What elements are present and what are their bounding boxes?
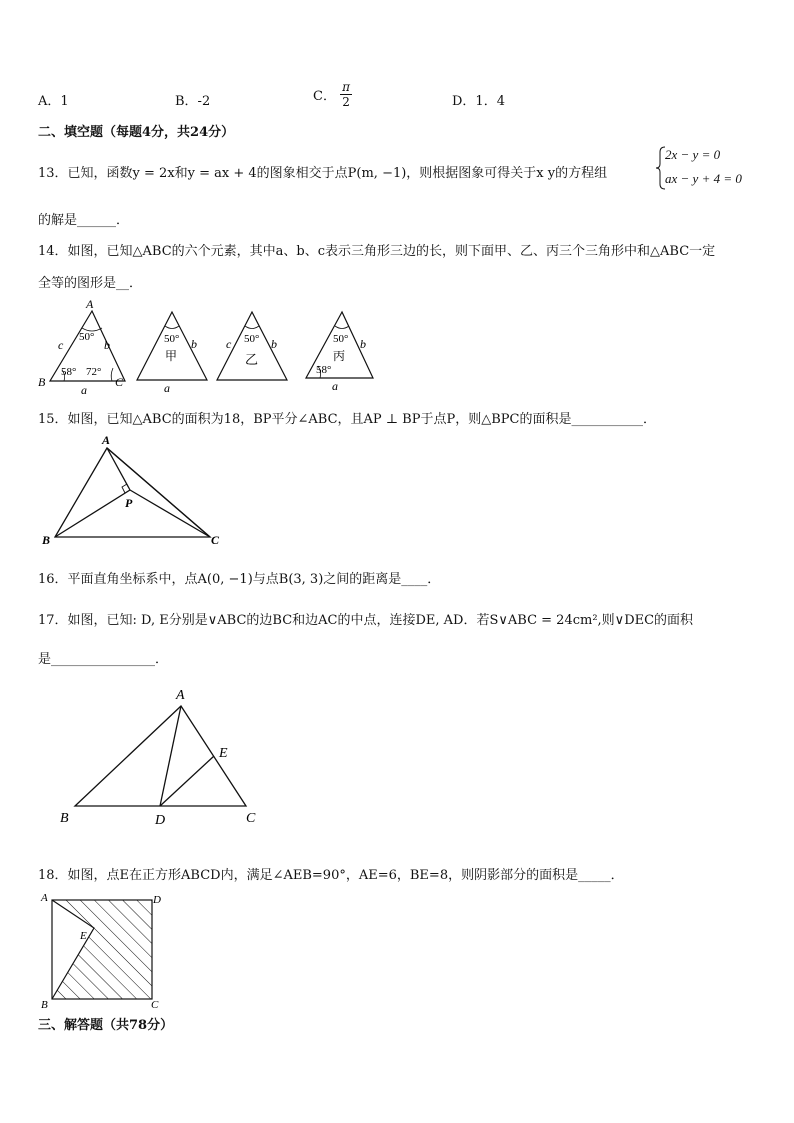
option-d: D．1．4 xyxy=(452,94,505,109)
q17-line2: 是________________． xyxy=(38,652,169,667)
label-c: c xyxy=(58,338,64,352)
label-C: C xyxy=(115,375,124,389)
q15-text: 15．如图，已知△ABC的面积为18，BP平分∠ABC，且AP ⊥ BP于点P，则△BPC的面积是___________． xyxy=(38,412,656,427)
label-a: a xyxy=(81,383,87,397)
option-c-denominator: 2 xyxy=(342,95,350,109)
angle-b: 58° xyxy=(61,366,77,378)
section2-title: 二、填空题（每题4分，共24分） xyxy=(38,125,235,140)
yi-angle: 50° xyxy=(244,333,260,345)
q15-label-C: C xyxy=(211,533,220,547)
q16-text: 16．平面直角坐标系中，点A(0, −1)与点B(3, 3)之间的距离是____． xyxy=(38,572,441,587)
q14-figure xyxy=(0,295,794,395)
q15-label-A: A xyxy=(102,433,111,447)
bing-b: b xyxy=(360,337,366,351)
option-a: A．1 xyxy=(38,94,69,109)
q17-label-A: A xyxy=(176,688,185,703)
bing-angle: 50° xyxy=(333,333,349,345)
q15-label-B: B xyxy=(42,533,51,547)
q17-label-C: C xyxy=(246,811,256,826)
q18-label-A: A xyxy=(41,892,48,904)
yi-label: 乙 xyxy=(245,352,259,367)
option-c-prefix: C． xyxy=(313,89,336,104)
q15-label-P: P xyxy=(125,496,133,510)
q14-line1: 14．如图，已知△ABC的六个元素，其中a、b、c表示三角形三边的长，则下面甲、乙、丙三个三角形中和△ABC一定 xyxy=(38,244,716,259)
option-c-numerator: π xyxy=(342,80,350,94)
section3-title: 三、解答题（共78分） xyxy=(38,1018,174,1033)
q17-label-E: E xyxy=(219,746,228,761)
option-c-fraction xyxy=(340,80,352,109)
q17-label-B: B xyxy=(60,811,69,826)
jia-label: 甲 xyxy=(165,349,178,363)
label-b: b xyxy=(104,338,110,352)
option-c xyxy=(313,80,352,109)
label-B: B xyxy=(38,375,46,389)
q18-label-C: C xyxy=(151,999,159,1011)
q18-text: 18．如图，点E在正方形ABCD内，满足∠AEB=90°，AE=6，BE=8，则阴影部分的面积是_____． xyxy=(38,868,624,883)
angle-top: 50° xyxy=(79,331,95,343)
yi-c: c xyxy=(226,337,232,351)
q18-label-D: D xyxy=(153,894,161,906)
bing-angle-b: 58° xyxy=(316,364,332,376)
jia-angle: 50° xyxy=(164,333,180,345)
label-A: A xyxy=(86,297,94,311)
q18-figure xyxy=(0,888,794,1013)
jia-a: a xyxy=(164,381,170,395)
q13-eq2: ax − y + 4 = 0 xyxy=(665,171,742,186)
q13-line1: 13．已知，函数y = 2x和y = ax + 4的图象相交于点P(m, −1)，则根据图象可得关于x y的方程组 xyxy=(38,166,608,181)
q14-line2: 全等的图形是__． xyxy=(38,276,143,291)
q15-figure xyxy=(0,430,794,550)
bing-label: 丙 xyxy=(333,349,346,363)
q13-line2: 的解是______． xyxy=(38,213,130,228)
yi-b: b xyxy=(271,337,277,351)
angle-c: 72° xyxy=(86,366,102,378)
jia-b: b xyxy=(191,337,197,351)
shaded-region xyxy=(52,900,152,999)
q18-label-E: E xyxy=(80,930,87,942)
option-b: B．-2 xyxy=(175,94,211,109)
bing-a: a xyxy=(332,379,338,393)
q13-eq1: 2x − y = 0 xyxy=(665,147,721,162)
q17-label-D: D xyxy=(155,813,166,828)
q18-label-B: B xyxy=(41,999,48,1011)
q17-line1: 17．如图，已知: D, E分别是∨ABC的边BC和边AC的中点，连接DE, AD．若S∨ABC = 24cm²,则∨DEC的面积 xyxy=(38,613,694,628)
q17-figure xyxy=(0,680,794,830)
